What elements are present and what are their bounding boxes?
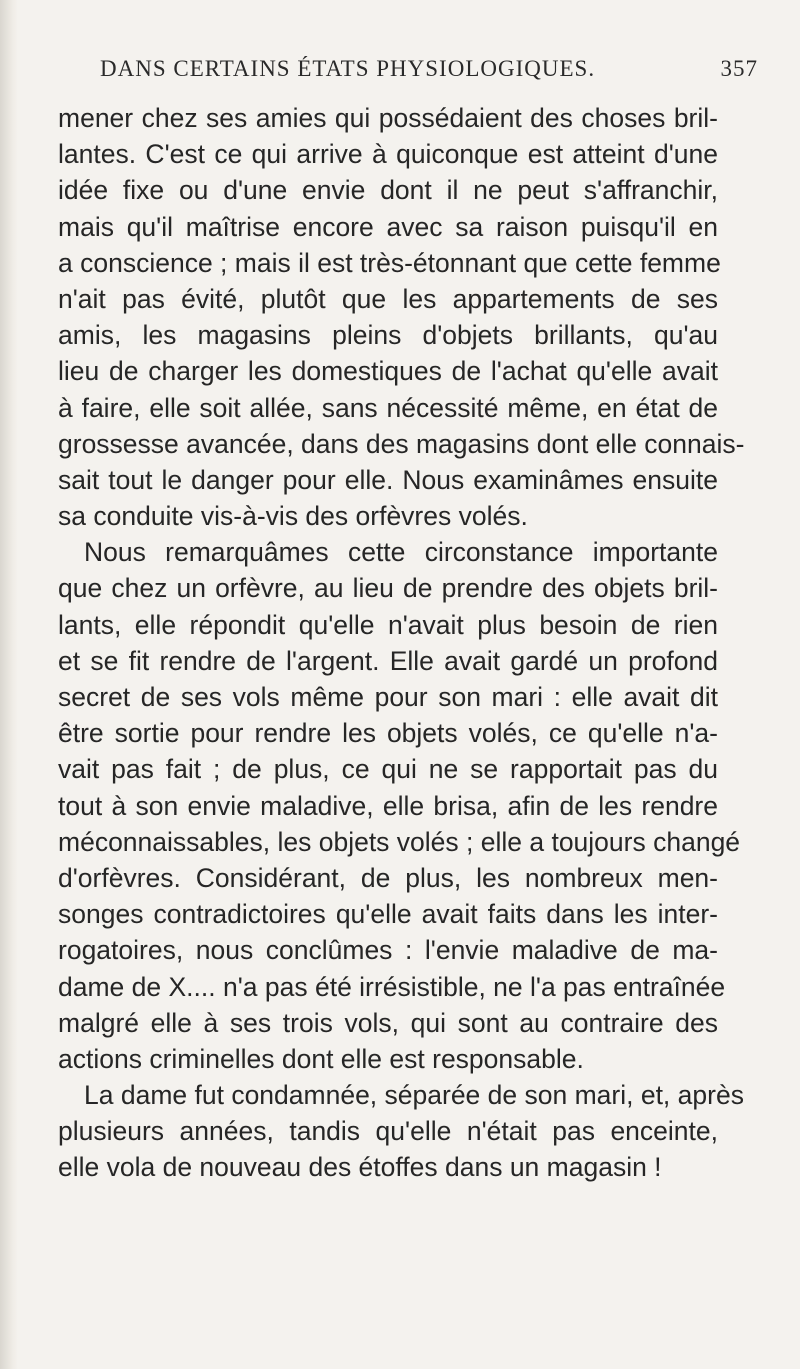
text-line: elle vola de nouveau des étoffes dans un magasin ! [58,1152,662,1183]
text-line: grossesse avancée, dans des magasins dont elle connais- [58,428,745,459]
text-line: a conscience ; mais il est très-étonnant que cette femme [58,247,721,278]
text-line: méconnaissables, les objets volés ; elle a toujours changé [58,826,741,857]
text-line: Nous remarquâmes cette circonstance importante [84,537,718,568]
text-line: lants, elle répondit qu'elle n'avait plus besoin de rien [58,609,718,640]
text-line: n'ait pas évité, plutôt que les appartements de ses [58,283,718,314]
page-number: 357 [720,56,758,81]
body-text [58,100,745,1186]
text-line: mener chez ses amies qui possédaient des choses bril- [58,103,718,133]
text-line: actions criminelles dont elle est responsable. [58,1043,584,1074]
text-line: être sortie pour rendre les objets volés, ce qu'elle n'a- [58,718,718,749]
text-line: lieu de charger les domestiques de l'achat qu'elle avait [58,356,718,387]
text-line: d'orfèvres. Considérant, de plus, les nombreux men- [58,862,718,893]
text-line: lantes. C'est ce qui arrive à quiconque est atteint d'une [58,139,718,170]
text-line: et se fit rendre de l'argent. Elle avait gardé un profond [58,645,718,676]
page-header [90,56,758,86]
text-line: mais qu'il maîtrise encore avec sa raison puisqu'il en [58,211,718,242]
text-line: songes contradictoires qu'elle avait faits dans les inter- [58,899,718,930]
text-line: à faire, elle soit allée, sans nécessité même, en état de [58,392,718,423]
text-line: que chez un orfèvre, au lieu de prendre des objets bril- [58,573,718,604]
text-line: secret de ses vols même pour son mari : elle avait dit [58,682,718,712]
text-line: sait tout le danger pour elle. Nous examinâmes ensuite [58,464,718,495]
text-line: idée fixe ou d'une envie dont il ne peut s'affranchir, [58,175,718,206]
text-line: sa conduite vis-à-vis des orfèvres volés. [58,501,528,532]
text-line: dame de X.... n'a pas été irrésistible, ne l'a pas entraînée [58,971,726,1002]
running-title: DANS CERTAINS ÉTATS PHYSIOLOGIQUES. [100,56,596,81]
page-gutter-shadow [0,0,18,1369]
text-line: tout à son envie maladive, elle brisa, afin de les rendre [58,790,718,821]
text-line: malgré elle à ses trois vols, qui sont au contraire des [58,1007,718,1038]
text-line: rogatoires, nous conclûmes : l'envie maladive de ma- [58,935,718,966]
text-line: La dame fut condamnée, séparée de son mari, et, après [84,1080,744,1111]
text-line: vait pas fait ; de plus, ce qui ne se rapportait pas du [58,754,718,785]
text-line: plusieurs années, tandis qu'elle n'était pas enceinte, [58,1116,718,1147]
text-line: amis, les magasins pleins d'objets brillants, qu'au [58,320,718,351]
